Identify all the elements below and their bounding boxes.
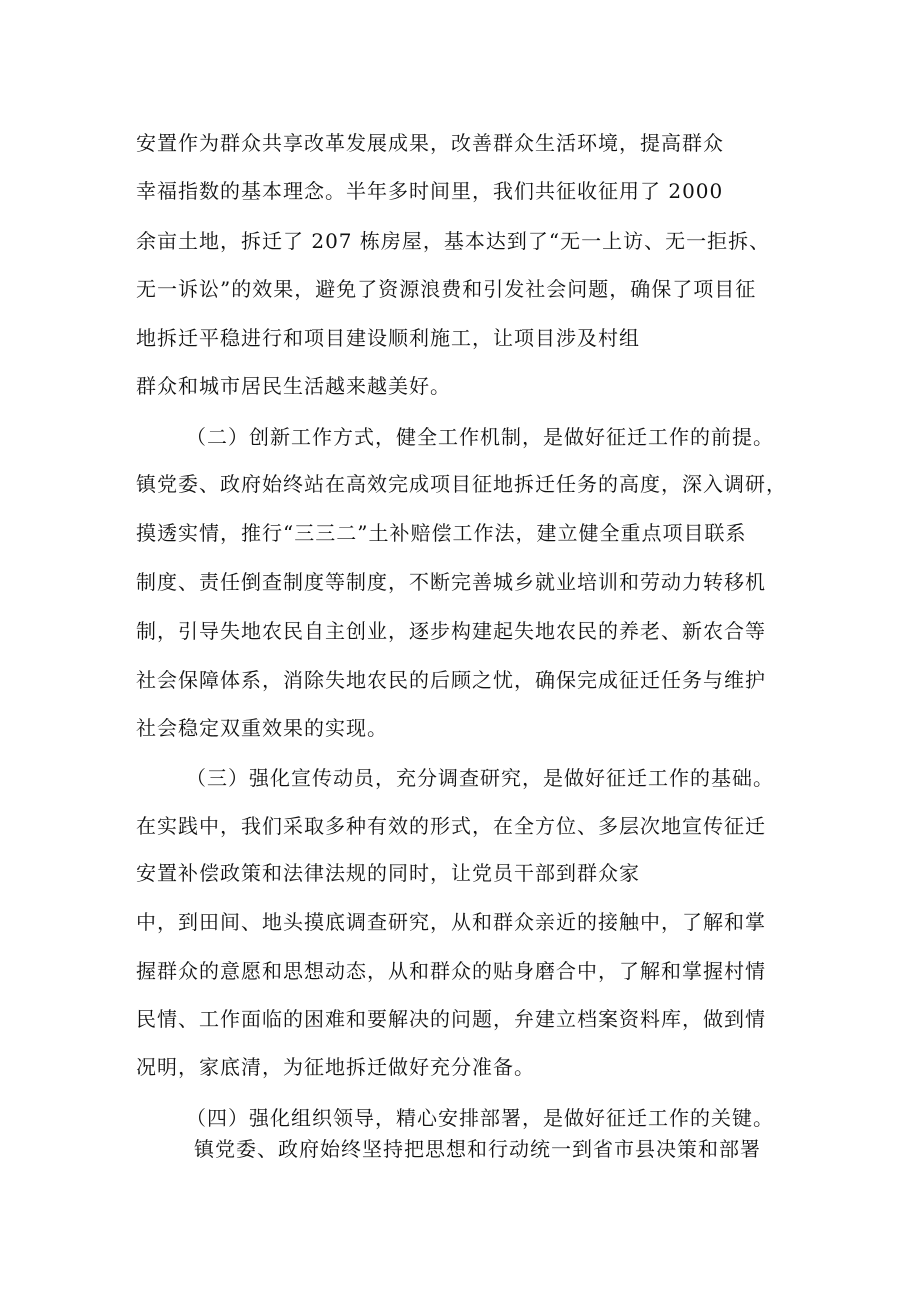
paragraph-3-line-4: 握群众的意愿和思想动态，从和群众的贴身磨合中，了解和掌握村情 xyxy=(136,959,766,983)
paragraph-1-line-4: 无一诉讼”的效果，避免了资源浪费和引发社会问题，确保了项目征 xyxy=(136,277,757,301)
paragraph-2-line-1: 镇党委、政府始终站在高效完成项目征地拆迁任务的高度，深入调研， xyxy=(136,472,787,496)
paragraph-3-line-1: 在实践中，我们采取多种有效的形式，在全方位、多层次地宣传征迁 xyxy=(136,814,766,838)
paragraph-2-line-2: 摸透实情，推行“三三二”土补赔偿工作法，建立健全重点项目联系 xyxy=(136,521,747,545)
section-4-heading: （四）强化组织领导，精心安排部署，是做好征迁工作的关键。 xyxy=(186,1106,774,1130)
paragraph-1-line-1: 安置作为群众共享改革发展成果，改善群众生活环境，提高群众 xyxy=(136,131,724,155)
paragraph-1-line-6: 群众和城市居民生活越来越美好。 xyxy=(136,374,451,398)
paragraph-2-line-5: 社会保障体系，消除失地农民的后顾之忧，确保完成征迁任务与维护 xyxy=(136,668,766,692)
paragraph-3-line-5: 民情、工作面临的困难和要解决的问题，弁建立档案资料库，做到情 xyxy=(136,1007,766,1031)
paragraph-2-line-3: 制度、责任倒查制度等制度，不断完善城乡就业培训和劳动力转移机 xyxy=(136,570,766,594)
paragraph-2-line-6: 社会稳定双重效果的实现。 xyxy=(136,716,388,740)
paragraph-1-line-5: 地拆迁平稳进行和项目建设顺利施工，让项目涉及村组 xyxy=(136,326,640,350)
paragraph-4-line-1: 镇党委、政府始终坚持把思想和行动统一到省市县决策和部署 xyxy=(194,1137,761,1161)
paragraph-3-line-2: 安置补偿政策和法律法规的同时，让党员干部到群众家 xyxy=(136,861,640,885)
paragraph-1-line-2: 幸福指数的基本理念。半年多时间里，我们共征收征用了 2000 xyxy=(136,179,724,203)
paragraph-2-line-4: 制，引导失地农民自主创业，逐步构建起失地农民的养老、新农合等 xyxy=(136,619,766,643)
paragraph-3-line-6: 况明，家底清，为征地拆迁做好充分准备。 xyxy=(136,1055,535,1079)
section-3-heading: （三）强化宣传动员，充分调查研究，是做好征迁工作的基础。 xyxy=(186,766,774,790)
section-2-heading: （二）创新工作方式，健全工作机制，是做好征迁工作的前提。 xyxy=(186,425,774,449)
paragraph-1-line-3: 余亩土地，拆迁了 207 栋房屋，基本达到了“无一上访、无一拒拆、 xyxy=(136,229,771,253)
paragraph-3-line-3: 中，到田间、地头摸底调查研究，从和群众亲近的接触中，了解和掌 xyxy=(136,910,766,934)
